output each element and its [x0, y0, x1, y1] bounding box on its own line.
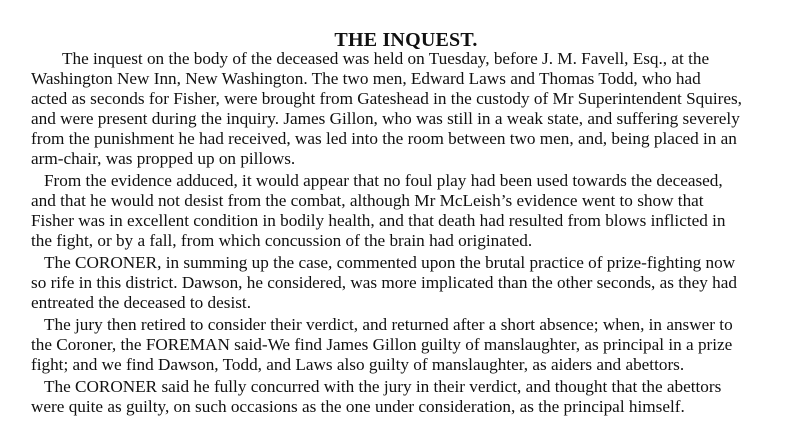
text-line: The jury then retired to consider their verdict, and returned after a short absence; when, in answer to: [44, 315, 733, 334]
text-line: and were present during the inquiry. James Gillon, who was still in a weak state, and suffering severely: [31, 109, 740, 128]
text-line: acted as seconds for Fisher, were brought from Gateshead in the custody of Mr Superintendent Squires,: [31, 89, 742, 108]
text-line: arm-chair, was propped up on pillows.: [31, 149, 296, 168]
text-line: The inquest on the body of the deceased was held on Tuesday, before J. M. Favell, Esq., at the: [62, 49, 710, 68]
text-line: were quite as guilty, on such occasions as the one under consideration, as the principal himself.: [31, 397, 685, 416]
text-line: the Coroner, the FOREMAN said-We find James Gillon guilty of manslaughter, as principal in a prize: [31, 335, 733, 354]
text-line: Fisher was in excellent condition in bodily health, and that death had resulted from blows inflicted in: [31, 211, 726, 230]
document-title: THE INQUEST.: [334, 29, 478, 51]
text-line: From the evidence adduced, it would appear that no foul play had been used towards the deceased,: [44, 171, 723, 190]
text-line: fight; and we find Dawson, Todd, and Laws also guilty of manslaughter, as aiders and abettors.: [31, 355, 685, 374]
text-line: The CORONER said he fully concurred with the jury in their verdict, and thought that the abettors: [44, 377, 722, 396]
text-line: The CORONER, in summing up the case, commented upon the brutal practice of prize-fighting now: [44, 253, 736, 272]
text-line: from the punishment he had received, was led into the room between two men, and, being placed in an: [31, 129, 737, 148]
text-line: entreated the deceased to desist.: [31, 293, 251, 312]
text-line: and that he would not desist from the combat, although Mr McLeish’s evidence went to show that: [31, 191, 704, 210]
text-line: Washington New Inn, New Washington. The two men, Edward Laws and Thomas Todd, who had: [31, 69, 701, 88]
text-line: the fight, or by a fall, from which concussion of the brain had originated.: [31, 231, 533, 250]
text-line: so rife in this district. Dawson, he considered, was more implicated than the other seconds, as they had: [31, 273, 737, 292]
